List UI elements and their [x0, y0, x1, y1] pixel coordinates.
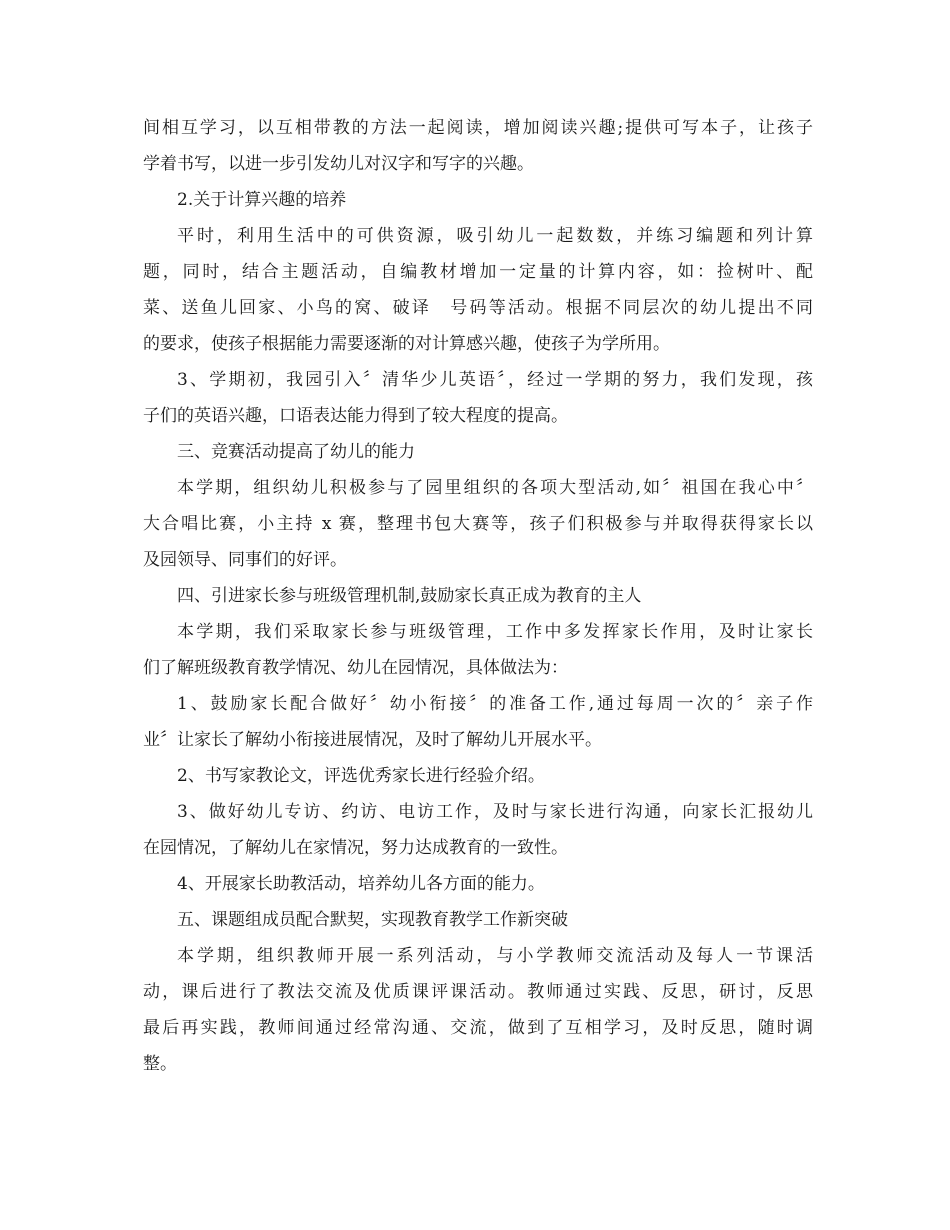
body-line: 最后再实践，教师间通过经常沟通、交流，做到了互相学习，及时反思，随时调	[143, 1018, 813, 1038]
body-line: 学着书写，以进一步引发幼儿对汉字和写字的兴趣。	[143, 154, 534, 174]
body-line: 动，课后进行了教法交流及优质课评课活动。教师通过实践、反思，研讨，反思	[143, 982, 813, 1002]
body-line: 菜、送鱼儿回家、小鸟的窝、破译 号码等活动。根据不同层次的幼儿提出不同	[143, 298, 813, 318]
section-heading: 四、引进家长参与班级管理机制,鼓励家长真正成为教育的主人	[177, 586, 642, 606]
body-line: 1、鼓励家长配合做好〞幼小衔接〞的准备工作,通过每周一次的〞亲子作	[177, 694, 813, 714]
section-heading: 五、课题组成员配合默契，实现教育教学工作新突破	[177, 910, 568, 930]
body-line: 间相互学习，以互相带教的方法一起阅读，增加阅读兴趣;提供可写本子，让孩子	[143, 118, 813, 138]
body-line: 本学期，组织幼儿积极参与了园里组织的各项大型活动,如〞祖国在我心中〞	[177, 478, 813, 498]
body-line: 及园领导、同事们的好评。	[143, 550, 347, 570]
section-heading: 2.关于计算兴趣的培养	[177, 190, 347, 210]
body-line: 业〞让家长了解幼小衔接进展情况，及时了解幼儿开展水平。	[143, 730, 602, 750]
body-line: 在园情况，了解幼儿在家情况，努力达成教育的一致性。	[143, 838, 568, 858]
body-line: 3、做好幼儿专访、约访、电访工作，及时与家长进行沟通，向家长汇报幼儿	[177, 802, 813, 822]
body-line: 4、开展家长助教活动，培养幼儿各方面的能力。	[177, 874, 545, 894]
body-line: 整。	[143, 1054, 177, 1074]
body-line: 本学期，组织教师开展一系列活动，与小学教师交流活动及每人一节课活	[177, 946, 813, 966]
body-line: 们了解班级教育教学情况、幼儿在园情况，具体做法为：	[143, 658, 568, 678]
body-line: 子们的英语兴趣，口语表达能力得到了较大程度的提高。	[143, 406, 568, 426]
body-line: 2、书写家教论文，评选优秀家长进行经验介绍。	[177, 766, 545, 786]
body-line: 本学期，我们采取家长参与班级管理，工作中多发挥家长作用，及时让家长	[177, 622, 813, 642]
section-heading: 三、竞赛活动提高了幼儿的能力	[177, 442, 415, 462]
body-line: 大合唱比赛，小主持 x 赛，整理书包大赛等，孩子们积极参与并取得获得家长以	[143, 514, 813, 534]
body-line: 的要求，使孩子根据能力需要逐渐的对计算感兴趣，使孩子为学所用。	[143, 334, 670, 354]
body-line: 题，同时，结合主题活动，自编教材增加一定量的计算内容，如：捡树叶、配	[143, 262, 813, 282]
body-line: 3、学期初，我园引入〞清华少儿英语〞，经过一学期的努力，我们发现，孩	[177, 370, 813, 390]
document-body	[143, 110, 813, 1082]
body-line: 平时，利用生活中的可供资源，吸引幼儿一起数数，并练习编题和列计算	[177, 226, 813, 246]
